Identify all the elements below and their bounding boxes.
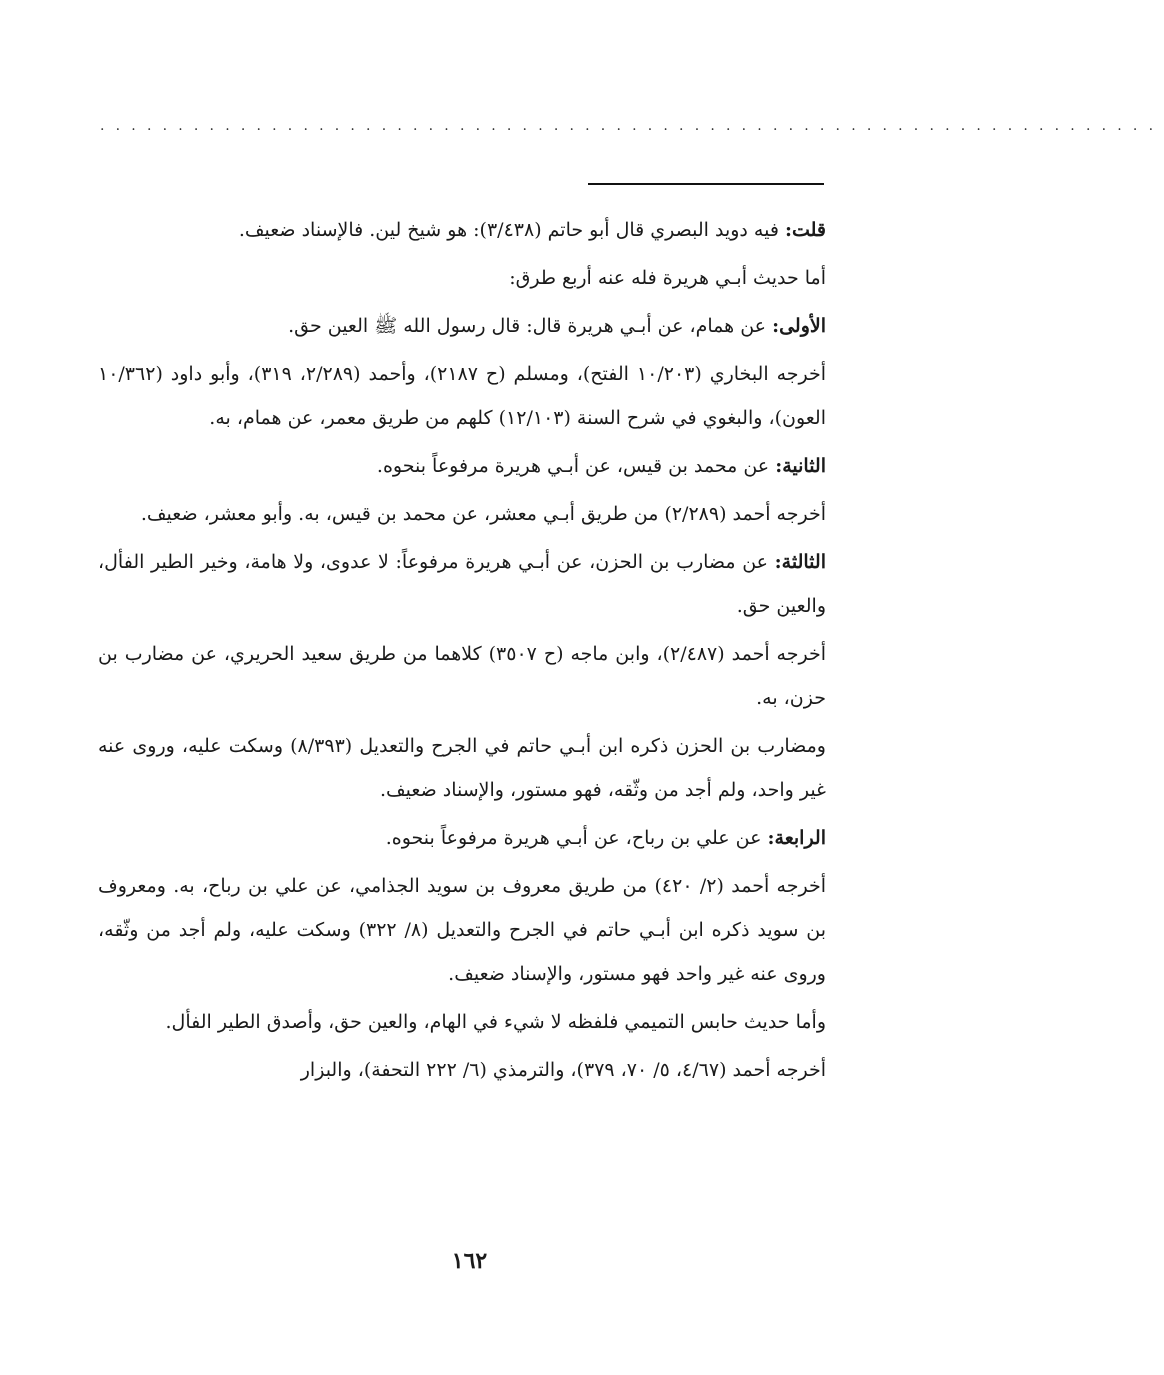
paragraph-text: عن علي بن رباح، عن أبـي هريرة مرفوعاً بنحوه. [385,827,768,849]
paragraph-habis-takhrij [98,1048,826,1092]
paragraph-first-takhrij [98,352,826,440]
paragraph-text: أخرجه البخاري (١٠/٢٠٣ الفتح)، ومسلم (ح ٢١٨٧)، وأحمد (٢/٢٨٩، ٣١٩)، وأبو داود (١٠/٣٦٢ العون)، والبغوي في شرح السنة (١٢/١٠٣) كلهم من طريق معمر، عن همام، به. [98,363,827,429]
paragraph-text: وأما حديث حابس التميمي فلفظه لا شيء في الهام، والعين حق، وأصدق الطير الفأل. [165,1011,826,1033]
page-body [98,208,826,1096]
paragraph-text: عن مضارب بن الحزن، عن أبـي هريرة مرفوعاً: لا عدوى، ولا هامة، وخير الطير الفأل، والعين حق. [98,551,826,617]
paragraph-text: أخرجه أحمد (٤/٦٧، ٥/ ٧٠، ٣٧٩)، والترمذي (٦/ ٢٢٢ التحفة)، والبزار [300,1059,826,1081]
paragraph-text: ومضارب بن الحزن ذكره ابن أبـي حاتم في الجرح والتعديل (٨/٣٩٣) وسكت عليه، وروى عنه غير واحد، ولم أجد من وثّقه، فهو مستور، والإسناد ضعيف. [98,735,826,801]
paragraph-habis-hadith [98,1000,826,1044]
dotted-separator: .................................................................... [100,118,1164,134]
paragraph-lead: الرابعة: [767,827,826,849]
paragraph-text: أخرجه أحمد (٢/٢٨٩) من طريق أبـي معشر، عن محمد بن قيس، به. وأبو معشر، ضعيف. [140,503,826,525]
paragraph-text: أخرجه أحمد (٢/٤٨٧)، وابن ماجه (ح ٣٥٠٧) كلاهما من طريق سعيد الحريري، عن مضارب بن حزن، به. [98,643,826,709]
paragraph-lead: الثانية: [775,455,826,477]
footnote-rule [588,183,824,185]
paragraph-abu-hurayra-intro [98,256,826,300]
paragraph-second-route [98,444,826,488]
paragraph-text: فيه دويد البصري قال أبو حاتم (٣/٤٣٨): هو شيخ لين. فالإسناد ضعيف. [238,219,785,241]
paragraph-text: عن محمد بن قيس، عن أبـي هريرة مرفوعاً بنحوه. [376,455,776,477]
paragraph-third-route [98,540,826,628]
paragraph-first-route [98,304,826,348]
paragraph-second-takhrij [98,492,826,536]
paragraph-fourth-route [98,816,826,860]
paragraph-fourth-takhrij [98,864,826,996]
page-number: ١٦٢ [451,1248,488,1274]
paragraph-third-takhrij [98,632,826,720]
paragraph-lead: الأولى: [772,315,826,337]
paragraph-lead: الثالثة: [774,551,826,573]
paragraph-lead: قلت: [784,219,826,241]
paragraph-text: عن همام، عن أبـي هريرة قال: قال رسول الله ﷺ العين حق. [288,315,773,337]
paragraph-text: أخرجه أحمد (٢/ ٤٢٠) من طريق معروف بن سويد الجذامي، عن علي بن رباح، به. ومعروف بن سويد ذكره ابن أبـي حاتم في الجرح والتعديل (٨/ ٣٢٢) وسكت عليه، ولم أجد من وثّقه، وروى عنه غير واحد فهو مستور، والإسناد ضعيف. [98,875,826,985]
paragraph-mudarib-note [98,724,826,812]
paragraph-qult [98,208,826,252]
paragraph-text: أما حديث أبـي هريرة فله عنه أربع طرق: [509,267,826,289]
